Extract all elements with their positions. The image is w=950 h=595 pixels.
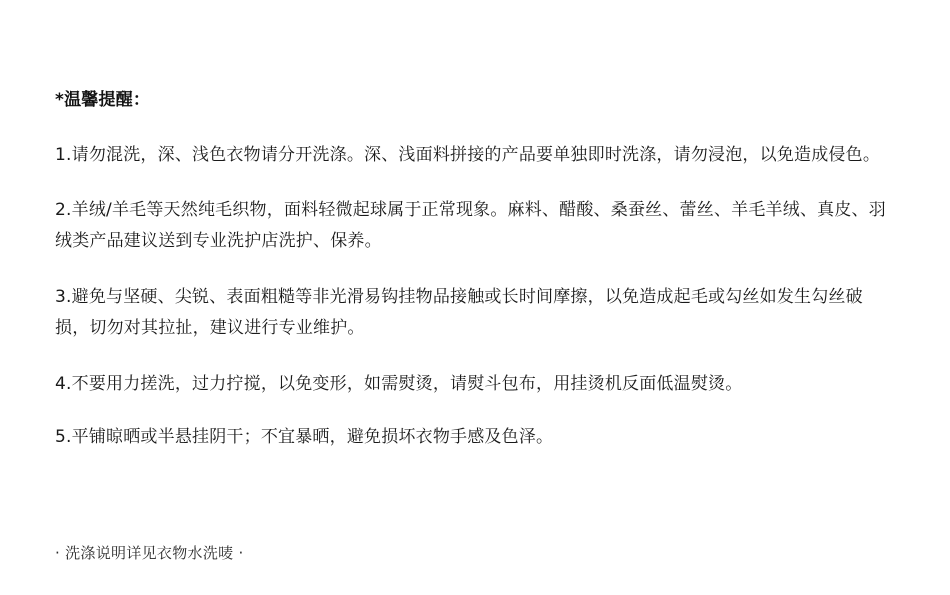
care-item: 2.羊绒/羊毛等天然纯毛织物，面料轻微起球属于正常现象。麻料、醋酸、桑蚕丝、蕾丝、羊毛羊绒、真皮、羽绒类产品建议送到专业洗护店洗护、保养。 xyxy=(55,199,886,252)
care-item: 4.不要用力搓洗，过力拧搅，以免变形，如需熨烫，请熨斗包布，用挂烫机反面低温熨烫。 xyxy=(55,373,743,394)
care-item: 3.避免与坚硬、尖锐、表面粗糙等非光滑易钩挂物品接触或长时间摩擦，以免造成起毛或勾丝如发生勾丝破损，切勿对其拉扯，建议进行专业维护。 xyxy=(55,286,863,339)
care-item: 5.平铺晾晒或半悬挂阴干；不宜暴晒，避免损坏衣物手感及色泽。 xyxy=(55,427,554,448)
notice-title: *温馨提醒： xyxy=(55,90,151,110)
footnote: · 洗涤说明详见衣物水洗唛 · xyxy=(55,543,244,562)
care-item: 1.请勿混洗，深、浅色衣物请分开洗涤。深、浅面料拼接的产品要单独即时洗涤，请勿浸泡，以免造成侵色。 xyxy=(55,144,881,165)
